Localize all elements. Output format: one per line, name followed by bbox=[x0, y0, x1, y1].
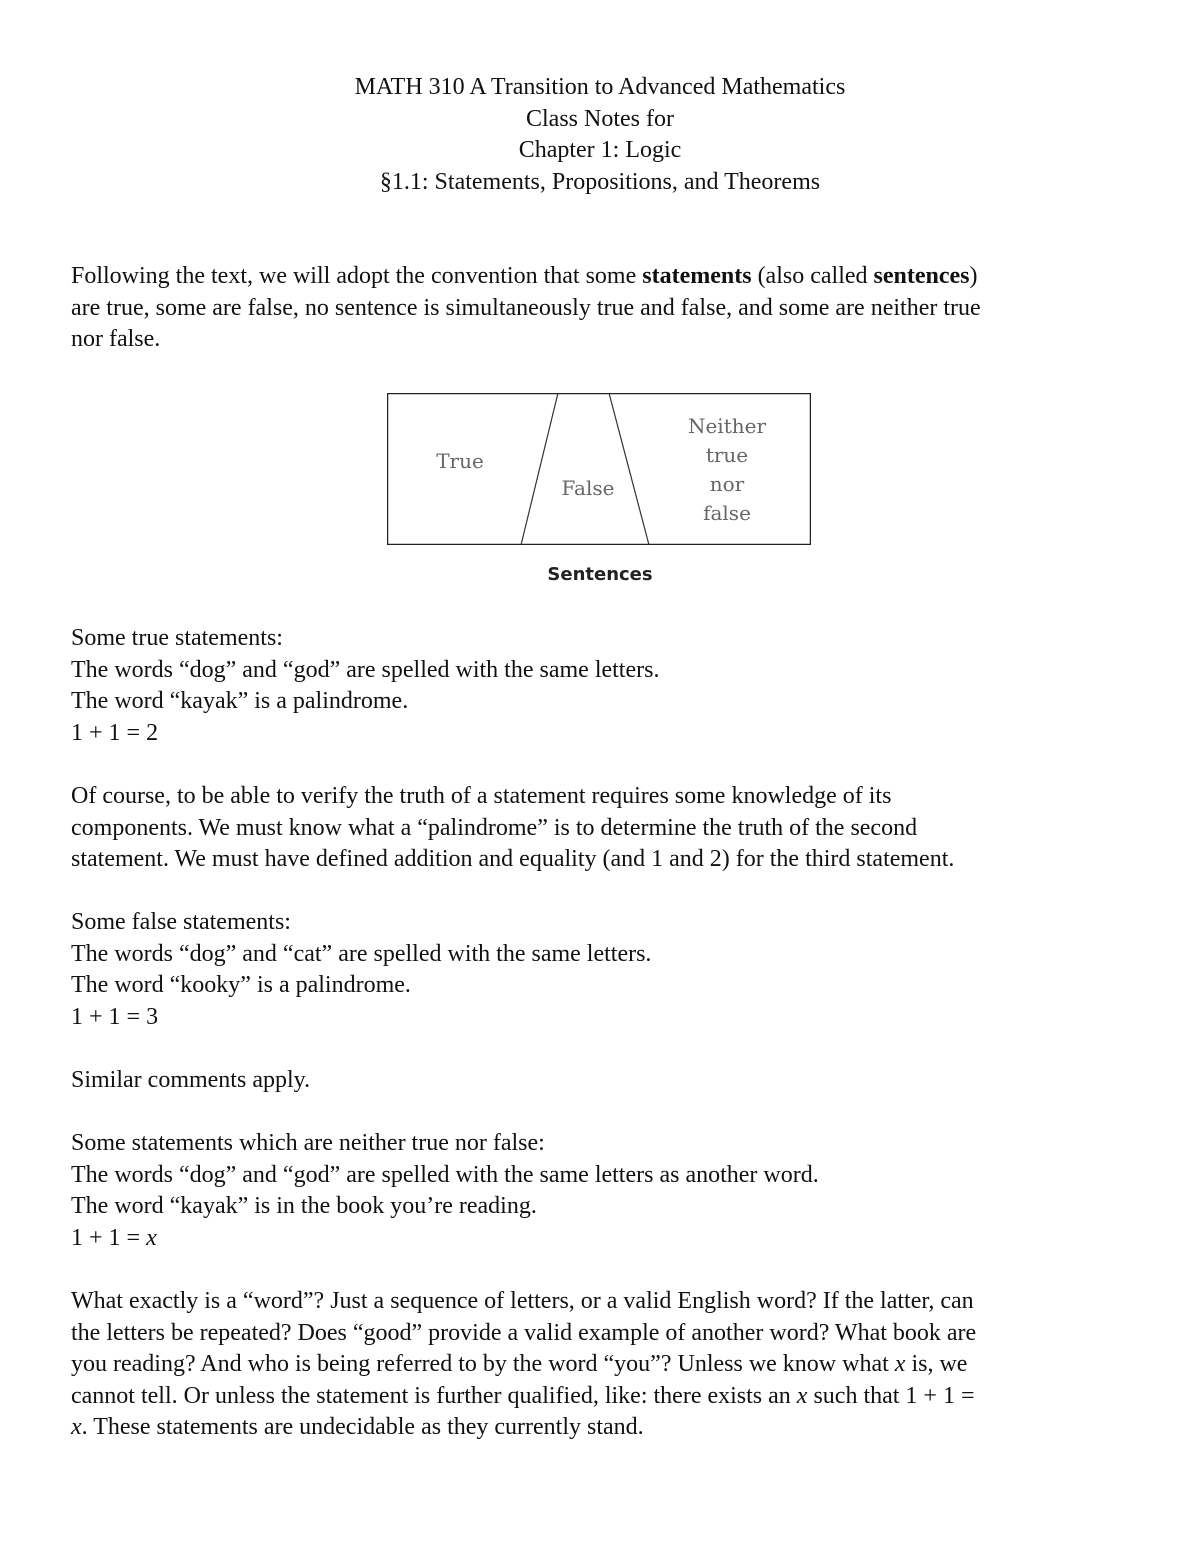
intro-line-2: are true, some are false, no sentence is simultaneously true and false, and some are neither true bbox=[71, 294, 981, 321]
intro-line-3: nor false. bbox=[71, 326, 161, 352]
section-title: §1.1: Statements, Propositions, and Theorems bbox=[379, 168, 821, 195]
document-header bbox=[0, 72, 1200, 198]
false-example: 1 + 1 = 3 bbox=[71, 1003, 159, 1030]
false-heading: Some false statements: bbox=[71, 909, 291, 935]
closing-line-4 bbox=[71, 1381, 1131, 1413]
term-sentences: sentences bbox=[873, 263, 970, 289]
similar-line: Similar comments apply. bbox=[71, 1067, 311, 1093]
variable-x: x bbox=[796, 1382, 808, 1409]
equation-variable: x bbox=[146, 1224, 157, 1251]
diagram-caption: Sentences bbox=[547, 564, 653, 585]
false-example: The word “kooky” is a palindrome. bbox=[71, 972, 411, 998]
closing-text: cannot tell. Or unless the statement is further qualified, like: there exists an bbox=[71, 1382, 797, 1409]
false-example: The words “dog” and “cat” are spelled with the same letters. bbox=[71, 940, 652, 967]
sentences-diagram bbox=[387, 393, 811, 545]
closing-text: such that 1 + 1 = bbox=[807, 1382, 975, 1409]
neither-heading: Some statements which are neither true nor false: bbox=[71, 1130, 545, 1156]
neither-examples bbox=[71, 1128, 1131, 1254]
closing-text: . These statements are undecidable as they currently stand. bbox=[81, 1414, 644, 1440]
closing-text: you reading? And who is being referred to by the word “you”? Unless we know what bbox=[71, 1351, 895, 1377]
term-statements: statements bbox=[642, 263, 752, 289]
closing-line-1: What exactly is a “word”? Just a sequence of letters, or a valid English word? If the latter, can bbox=[71, 1288, 974, 1314]
region-neither-line-4: false bbox=[703, 501, 751, 525]
closing-text: is, we bbox=[905, 1351, 968, 1377]
verify-paragraph bbox=[71, 781, 1131, 876]
sentences-diagram-svg bbox=[387, 393, 811, 545]
verify-line: Of course, to be able to verify the truth of a statement requires some knowledge of its bbox=[71, 783, 892, 809]
region-neither-line-3: nor bbox=[709, 472, 745, 496]
closing-line-3 bbox=[71, 1349, 1131, 1381]
region-false-label: False bbox=[561, 476, 615, 500]
neither-example-equation bbox=[71, 1223, 1131, 1255]
intro-line-1 bbox=[71, 261, 1131, 293]
similar-paragraph bbox=[71, 1065, 1131, 1097]
true-example: The word “kayak” is a palindrome. bbox=[71, 688, 409, 714]
region-neither-line-2: true bbox=[705, 443, 749, 467]
true-examples bbox=[71, 623, 1131, 749]
region-neither-line-1: Neither bbox=[687, 414, 767, 438]
intro-paragraph bbox=[71, 261, 1131, 356]
intro-text: Following the text, we will adopt the convention that some bbox=[71, 263, 643, 289]
verify-line: statement. We must have defined addition and equality (and 1 and 2) for the third statement. bbox=[71, 846, 955, 872]
verify-line: components. We must know what a “palindrome” is to determine the truth of the second bbox=[71, 814, 918, 841]
false-examples bbox=[71, 907, 1131, 1033]
course-title: MATH 310 A Transition to Advanced Mathematics bbox=[354, 74, 846, 100]
closing-paragraph bbox=[71, 1286, 1131, 1444]
notes-subtitle: Class Notes for bbox=[526, 105, 674, 132]
region-true-label: True bbox=[436, 449, 484, 473]
intro-text: ) bbox=[969, 263, 978, 289]
equation-text: 1 + 1 = bbox=[71, 1224, 147, 1251]
neither-example: The word “kayak” is in the book you’re reading. bbox=[71, 1193, 537, 1219]
closing-line-5 bbox=[71, 1412, 1131, 1444]
variable-x: x bbox=[71, 1414, 82, 1440]
true-heading: Some true statements: bbox=[71, 625, 283, 651]
closing-line-2: the letters be repeated? Does “good” provide a valid example of another word? What book are bbox=[71, 1319, 977, 1346]
variable-x: x bbox=[894, 1351, 906, 1377]
true-example: The words “dog” and “god” are spelled with the same letters. bbox=[71, 656, 660, 683]
neither-example: The words “dog” and “god” are spelled with the same letters as another word. bbox=[71, 1161, 819, 1188]
chapter-title: Chapter 1: Logic bbox=[518, 137, 682, 163]
intro-text: (also called bbox=[751, 263, 874, 289]
true-example: 1 + 1 = 2 bbox=[71, 719, 159, 746]
